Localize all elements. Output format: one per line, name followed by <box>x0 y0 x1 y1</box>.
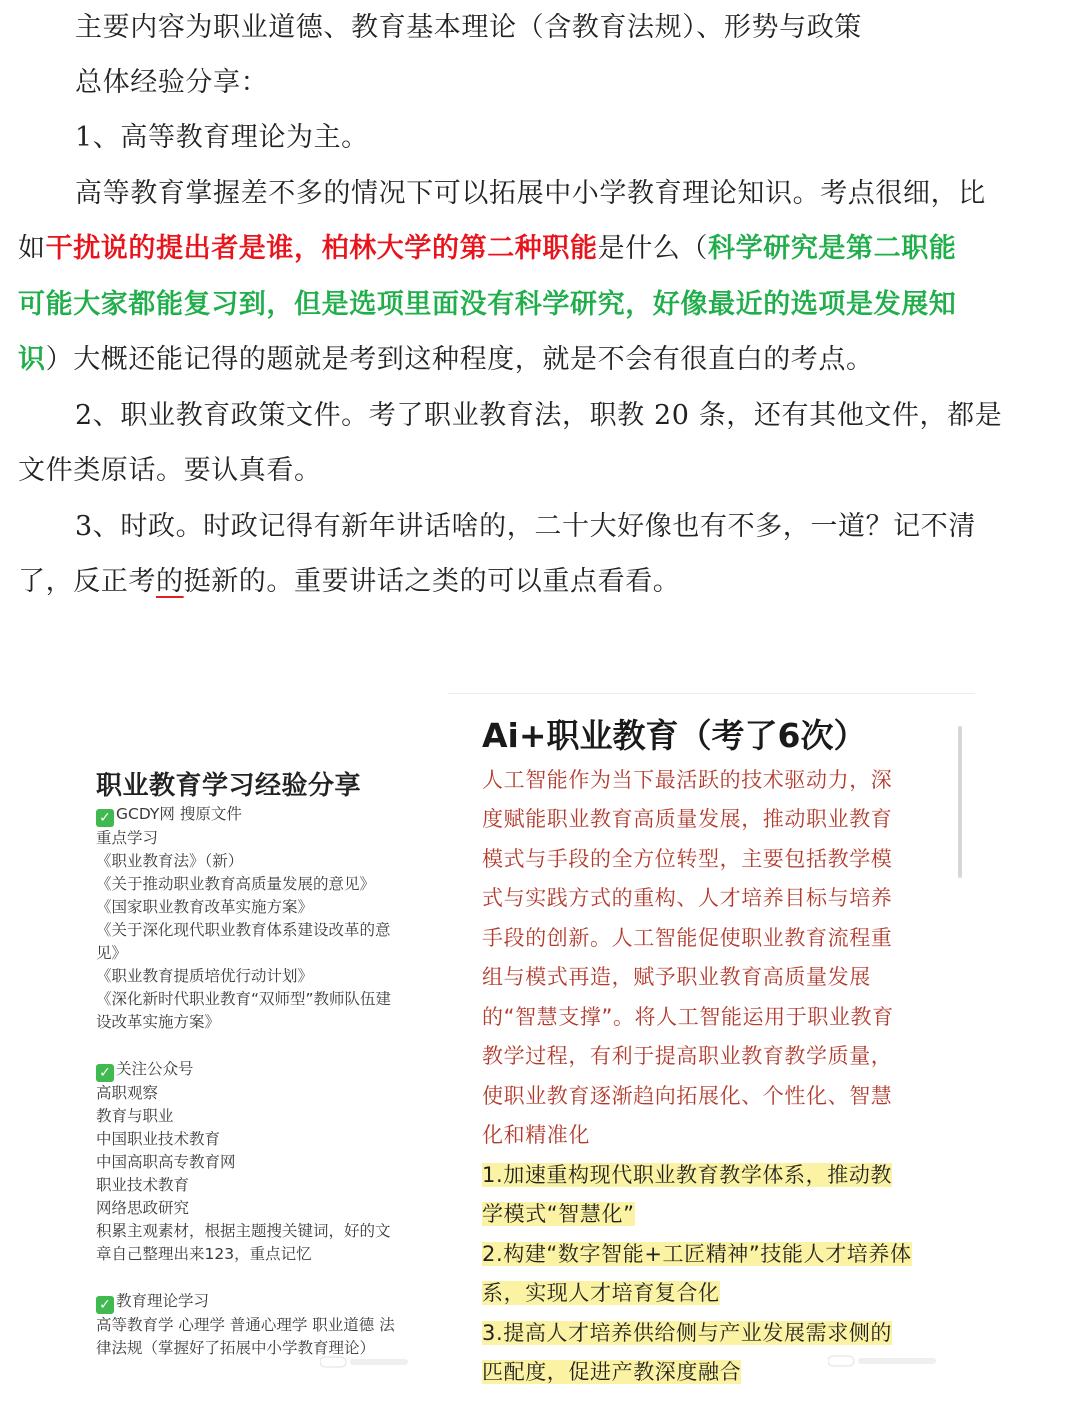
list-item: 教育与职业 <box>96 1107 174 1125</box>
list-item: 中国高职高专教育网 <box>96 1153 236 1171</box>
list-item: 《关于推动职业教育高质量发展的意见》 <box>96 875 376 893</box>
body-line: 教学过程，有利于提高职业教育教学质量， <box>482 1044 893 1068</box>
list-item: 《深化新时代职业教育“双师型”教师队伍建 <box>96 990 392 1008</box>
left-card-title: 职业教育学习经验分享 <box>96 771 362 801</box>
left-section-label: 关注公众号 <box>116 1060 194 1078</box>
body-line: 组与模式再造，赋予职业教育高质量发展 <box>482 965 871 989</box>
doc-line-example <box>18 229 1018 269</box>
list-item: 设改革实施方案》 <box>96 1013 221 1031</box>
watermark-icon <box>320 1355 410 1369</box>
watermark-icon <box>320 1355 410 1372</box>
watermark-icon <box>828 1354 938 1371</box>
doc-line-point1-detail: 高等教育掌握差不多的情况下可以拓展中小学教育理论知识。考点很细，比 <box>75 178 986 209</box>
body-line: 的“智慧支撑”。将人工智能运用于职业教育 <box>482 1005 894 1029</box>
highlight-line <box>482 1318 892 1348</box>
check-mark-icon: ✓ <box>96 809 114 827</box>
right-card-title: Ai+职业教育（考了6次） <box>482 716 867 755</box>
left-screenshot-card <box>80 755 440 1385</box>
doc-line-topics: 主要内容为职业道德、教育基本理论（含教育法规）、形势与政策 <box>75 12 862 43</box>
body-line: 化和精准化 <box>482 1123 590 1147</box>
list-item: 中国职业技术教育 <box>96 1130 221 1148</box>
doc-line-point3: 3、时政。时政记得有新年讲话啥的，二十大好像也有不多，一道？记不清 <box>75 511 976 542</box>
highlight-line <box>482 1278 720 1308</box>
doc-line-summary-heading: 总体经验分享： <box>75 67 269 98</box>
doc-line-example-end <box>18 340 1018 380</box>
body-line: 式与实践方式的重构、人才培养目标与培养 <box>482 886 893 910</box>
list-item: 见》 <box>96 944 128 962</box>
body-line: 度赋能职业教育高质量发展，推动职业教育 <box>482 807 893 831</box>
right-screenshot-card <box>448 693 975 1394</box>
list-item: 积累主观素材，根据主题搜关键词，好的文 <box>96 1222 391 1240</box>
list-item: 《职业教育提质培优行动计划》 <box>96 967 314 985</box>
scrollbar[interactable] <box>958 726 962 878</box>
list-item: 《职业教育法》（新） <box>96 852 244 870</box>
doc-green-highlight: 科学研究是第二职能 <box>708 233 957 264</box>
check-mark-icon: ✓ <box>96 1296 114 1314</box>
list-item: 网络思政研究 <box>96 1199 190 1217</box>
highlighted-text: 3.提高人才培养供给侧与产业发展需求侧的 <box>482 1321 893 1345</box>
doc-red-highlight: 干扰说的提出者是谁，柏林大学的第二种职能 <box>45 233 598 264</box>
body-line: 使职业教育逐渐趋向拓展化、个性化、智慧 <box>482 1084 893 1108</box>
doc-spellcheck-underline: 的 <box>156 566 184 597</box>
doc-green-highlight: 识 <box>18 344 46 375</box>
list-item: 重点学习 <box>96 829 159 847</box>
doc-line-point2-end: 文件类原话。要认真看。 <box>18 455 322 486</box>
body-line: 手段的创新。人工智能促使职业教育流程重 <box>482 926 893 950</box>
highlighted-text: 2.构建“数字智能+工匠精神”技能人才培养体 <box>482 1242 912 1266</box>
left-section-3-head <box>96 1290 426 1314</box>
doc-line-green <box>18 285 1018 325</box>
list-item: 章自己整理出来123，重点记忆 <box>96 1245 312 1263</box>
doc-line-point3-end <box>18 562 1018 602</box>
highlight-line <box>482 1199 635 1229</box>
watermark-icon <box>828 1354 938 1368</box>
highlighted-text: 匹配度，促进产教深度融合 <box>482 1360 742 1384</box>
left-section-1-head <box>96 803 426 827</box>
left-section-2-head <box>96 1058 426 1082</box>
doc-text: 如 <box>18 233 46 264</box>
doc-text: 了，反正考 <box>18 566 156 597</box>
list-item: 职业技术教育 <box>96 1176 190 1194</box>
doc-line-point1: 1、高等教育理论为主。 <box>75 122 369 153</box>
highlighted-text: 1.加速重构现代职业教育教学体系，推动教 <box>482 1163 893 1187</box>
doc-text: 挺新的。重要讲话之类的可以重点看看。 <box>183 566 681 597</box>
highlight-line <box>482 1357 741 1387</box>
list-item: 高职观察 <box>96 1084 159 1102</box>
body-line: 模式与手段的全方位转型，主要包括教学模 <box>482 847 893 871</box>
doc-text: ）大概还能记得的题就是考到这种程度，就是不会有很直白的考点。 <box>45 344 874 375</box>
list-item: 高等教育学 心理学 普通心理学 职业道德 法 <box>96 1316 395 1334</box>
highlighted-text: 学模式“智慧化” <box>482 1202 635 1226</box>
left-section-label: GCDY网 搜原文件 <box>116 805 242 823</box>
list-item: 《关于深化现代职业教育体系建设改革的意 <box>96 921 391 939</box>
list-item: 《国家职业教育改革实施方案》 <box>96 898 314 916</box>
list-item: 律法规（掌握好了拓展中小学教育理论） <box>96 1339 376 1357</box>
highlight-line <box>482 1160 892 1190</box>
check-mark-icon: ✓ <box>96 1064 114 1082</box>
doc-green-highlight: 可能大家都能复习到，但是选项里面没有科学研究，好像最近的选项是发展知 <box>18 289 957 320</box>
left-section-label: 教育理论学习 <box>116 1292 210 1310</box>
highlight-line <box>482 1239 912 1269</box>
body-line: 人工智能作为当下最活跃的技术驱动力，深 <box>482 768 893 792</box>
doc-text: 是什么（ <box>597 233 709 264</box>
doc-line-point2: 2、职业教育政策文件。考了职业教育法，职教 20 条，还有其他文件，都是 <box>75 400 1003 431</box>
highlighted-text: 系，实现人才培育复合化 <box>482 1281 720 1305</box>
